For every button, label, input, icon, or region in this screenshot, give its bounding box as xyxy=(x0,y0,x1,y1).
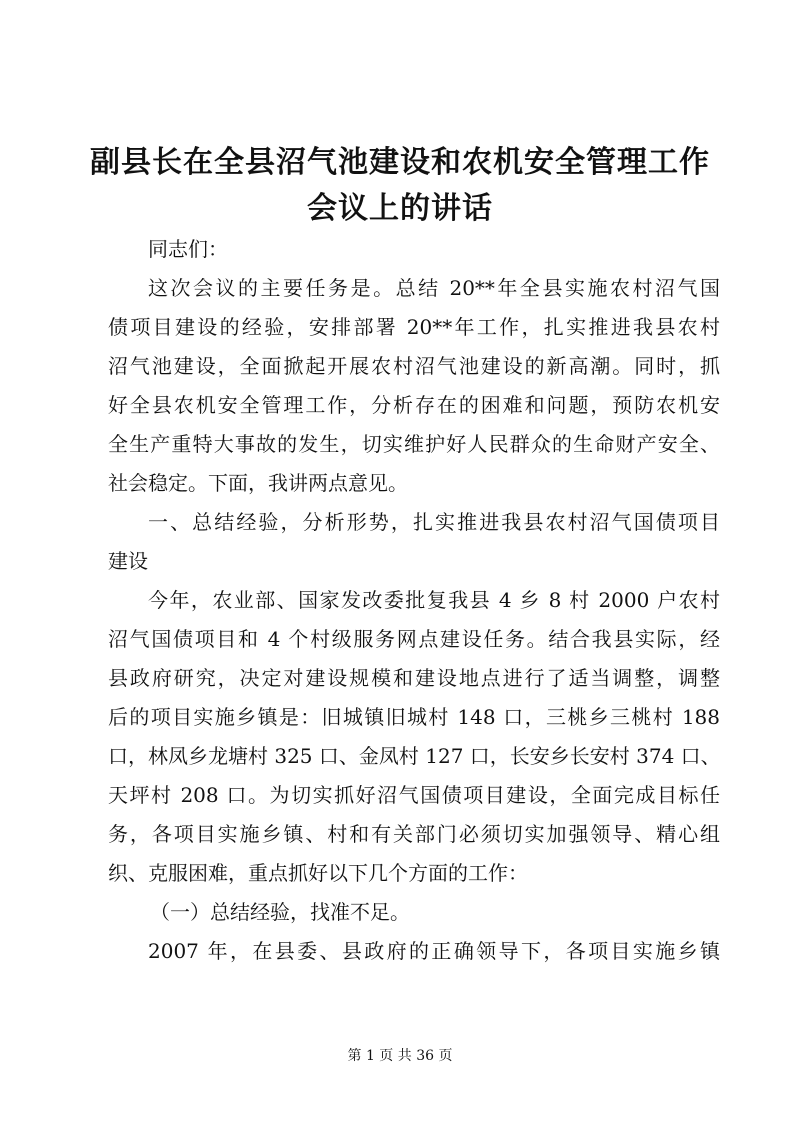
paragraph-2-line-7: 务，各项目实施乡镇、村和有关部门必须切实加强领导、精心组 xyxy=(108,822,720,846)
document-body xyxy=(108,230,720,971)
heading-1-line-2: 建设 xyxy=(108,549,148,573)
paragraph-2-line-5: 口，林凤乡龙塘村 325 口、金凤村 127 口，长安乡长安村 374 口、 xyxy=(108,744,721,768)
title-line-2: 会议上的讲话 xyxy=(307,191,493,226)
paragraph-2-line-4: 后的项目实施乡镇是：旧城镇旧城村 148 口，三桃乡三桃村 188 xyxy=(108,705,720,729)
paragraph-1-line-5: 全生产重特大事故的发生，切实维护好人民群众的生命财产安全、 xyxy=(108,432,720,456)
page-footer: 第 1 页 共 36 页 xyxy=(347,1048,453,1064)
paragraph-2-line-3: 县政府研究，决定对建设规模和建设地点进行了适当调整，调整 xyxy=(108,666,720,690)
document-title xyxy=(90,140,710,232)
subheading-1: （一）总结经验，找准不足。 xyxy=(150,900,410,924)
salutation: 同志们： xyxy=(148,237,228,261)
paragraph-2-line-1: 今年，农业部、国家发改委批复我县 4 乡 8 村 2000 户农村 xyxy=(148,588,720,612)
paragraph-1-line-3: 沼气池建设，全面掀起开展农村沼气池建设的新高潮。同时，抓 xyxy=(108,354,720,378)
paragraph-2-line-6: 天坪村 208 口。为切实抓好沼气国债项目建设，全面完成目标任 xyxy=(108,783,720,807)
paragraph-3-line-1: 2007 年，在县委、县政府的正确领导下，各项目实施乡镇 xyxy=(148,939,720,963)
paragraph-1-line-4: 好全县农机安全管理工作，分析存在的困难和问题，预防农机安 xyxy=(108,393,720,417)
paragraph-2-line-8: 织、克服困难，重点抓好以下几个方面的工作： xyxy=(108,861,528,885)
paragraph-1-line-2: 债项目建设的经验，安排部署 20**年工作，扎实推进我县农村 xyxy=(108,315,720,339)
paragraph-2-line-2: 沼气国债项目和 4 个村级服务网点建设任务。结合我县实际，经 xyxy=(108,627,720,651)
heading-1-line-1: 一、总结经验，分析形势，扎实推进我县农村沼气国债项目 xyxy=(148,510,720,534)
paragraph-1-line-1: 这次会议的主要任务是。总结 20**年全县实施农村沼气国 xyxy=(148,276,720,300)
paragraph-1-line-6: 社会稳定。下面，我讲两点意见。 xyxy=(108,471,408,495)
title-line-1: 副县长在全县沼气池建设和农机安全管理工作 xyxy=(90,145,710,180)
